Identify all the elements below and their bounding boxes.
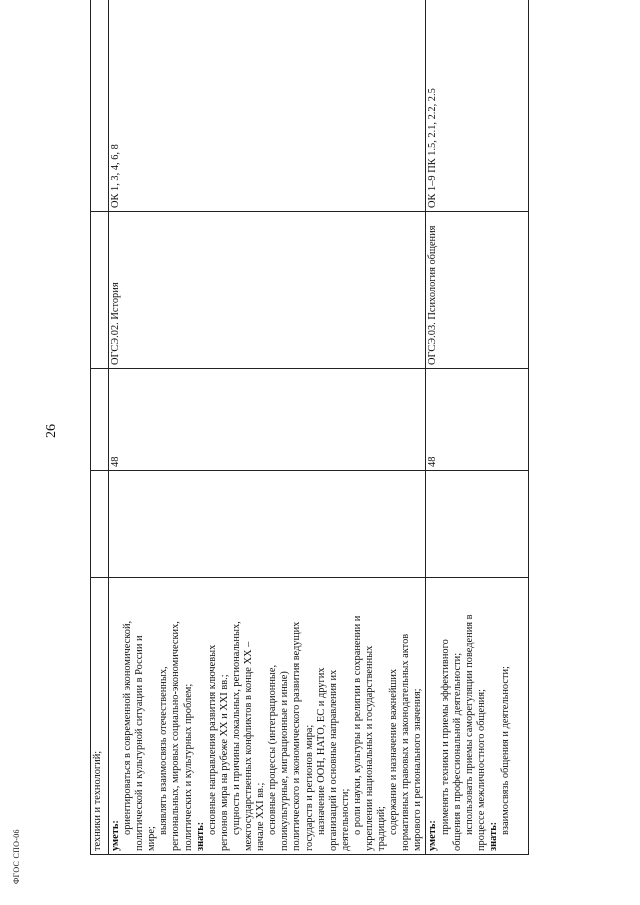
cell-empty [91,471,109,578]
cell-competencies-history: ОК 1, 3, 4, 6, 8 [109,0,426,212]
cell-empty [426,471,529,578]
requirement-line: политического и экономического развития ведущих [291,621,303,851]
cell-discipline [91,212,109,369]
requirement-line: выявлять взаимосвязь отечественных, [158,666,170,835]
requirement-line: государств и регионов мира; [303,724,315,851]
requirement-line: ориентироваться в современной экономической, [122,620,134,835]
requirement-line: назначение ООН, НАТО, ЕС и других [315,667,327,835]
requirement-line: сущность и причины локальных, региональных, [230,621,242,835]
section-heading: знать: [487,821,499,851]
cell-requirements-continued: техники и технологий; [91,578,109,855]
page-number: 26 [44,424,59,438]
cell-requirements-history [109,578,426,855]
requirement-line: межгосударственных конфликтов в конце XX – [243,641,255,851]
requirement-line: о роли науки, культуры и религии в сохранении и [351,615,363,835]
section-heading: знать: [194,821,206,851]
cell-competencies-psychology: ОК 1–9 ПК 1.5, 2.1, 2.2, 2.5 [426,0,529,212]
requirement-line: начале XXI вв.; [255,782,267,851]
curriculum-table-rotated [90,35,530,855]
requirement-line: деятельности; [339,788,351,851]
requirement-line: основные направления развития ключевых [206,644,218,835]
cell-discipline-psychology: ОГСЭ.03. Психология общения [426,212,529,369]
requirement-line: мирового и регионального значения; [412,688,424,851]
cell-requirements-psychology [426,578,529,855]
requirement-line: регионов мира на рубеже XX и XXI вв.; [218,674,230,851]
requirement-line: взаимосвязь общения и деятельности; [500,666,511,835]
requirement-line: укреплении национальных и государственных [363,645,375,851]
requirement-line: организаций и основные направления их [327,669,339,851]
requirement-line: содержание и назначение важнейших [388,668,400,835]
footer-document-code: ФГОС СПО-06 [12,829,21,884]
section-heading: уметь: [110,820,121,851]
requirement-line: поликультурные, миграционные и иные) [279,671,291,851]
requirement-line: основные процессы (интеграционные, [267,664,279,835]
requirement-line: традиций; [376,806,388,851]
requirement-line: нормативных правовых и законодательных актов [400,633,412,851]
cell-hours [91,369,109,471]
curriculum-table [90,0,529,855]
requirement-line: политической и культурной ситуации в России и [134,635,146,851]
requirement-line: процессе межличностного общения; [475,689,487,851]
cell-competencies [91,0,109,212]
requirement-line: мире; [146,826,158,851]
requirement-line: политических и культурных проблем; [182,683,194,851]
cell-empty [109,471,426,578]
table-row-history [109,0,426,855]
requirement-line: применять техники и приемы эффективного [439,639,451,835]
table-row-continued [91,0,109,855]
section-heading: уметь: [427,820,439,851]
cell-discipline-history: ОГСЭ.02. История [109,212,426,369]
requirement-line: региональных, мировых социально-экономических, [170,621,182,851]
requirement-line: общения в профессиональной деятельности; [451,652,463,851]
requirement-line: использовать приемы саморегуляции поведения в [463,614,475,835]
table-row-psychology [426,0,529,855]
cell-hours-psychology: 48 [426,369,529,471]
cell-hours-history: 48 [109,369,426,471]
